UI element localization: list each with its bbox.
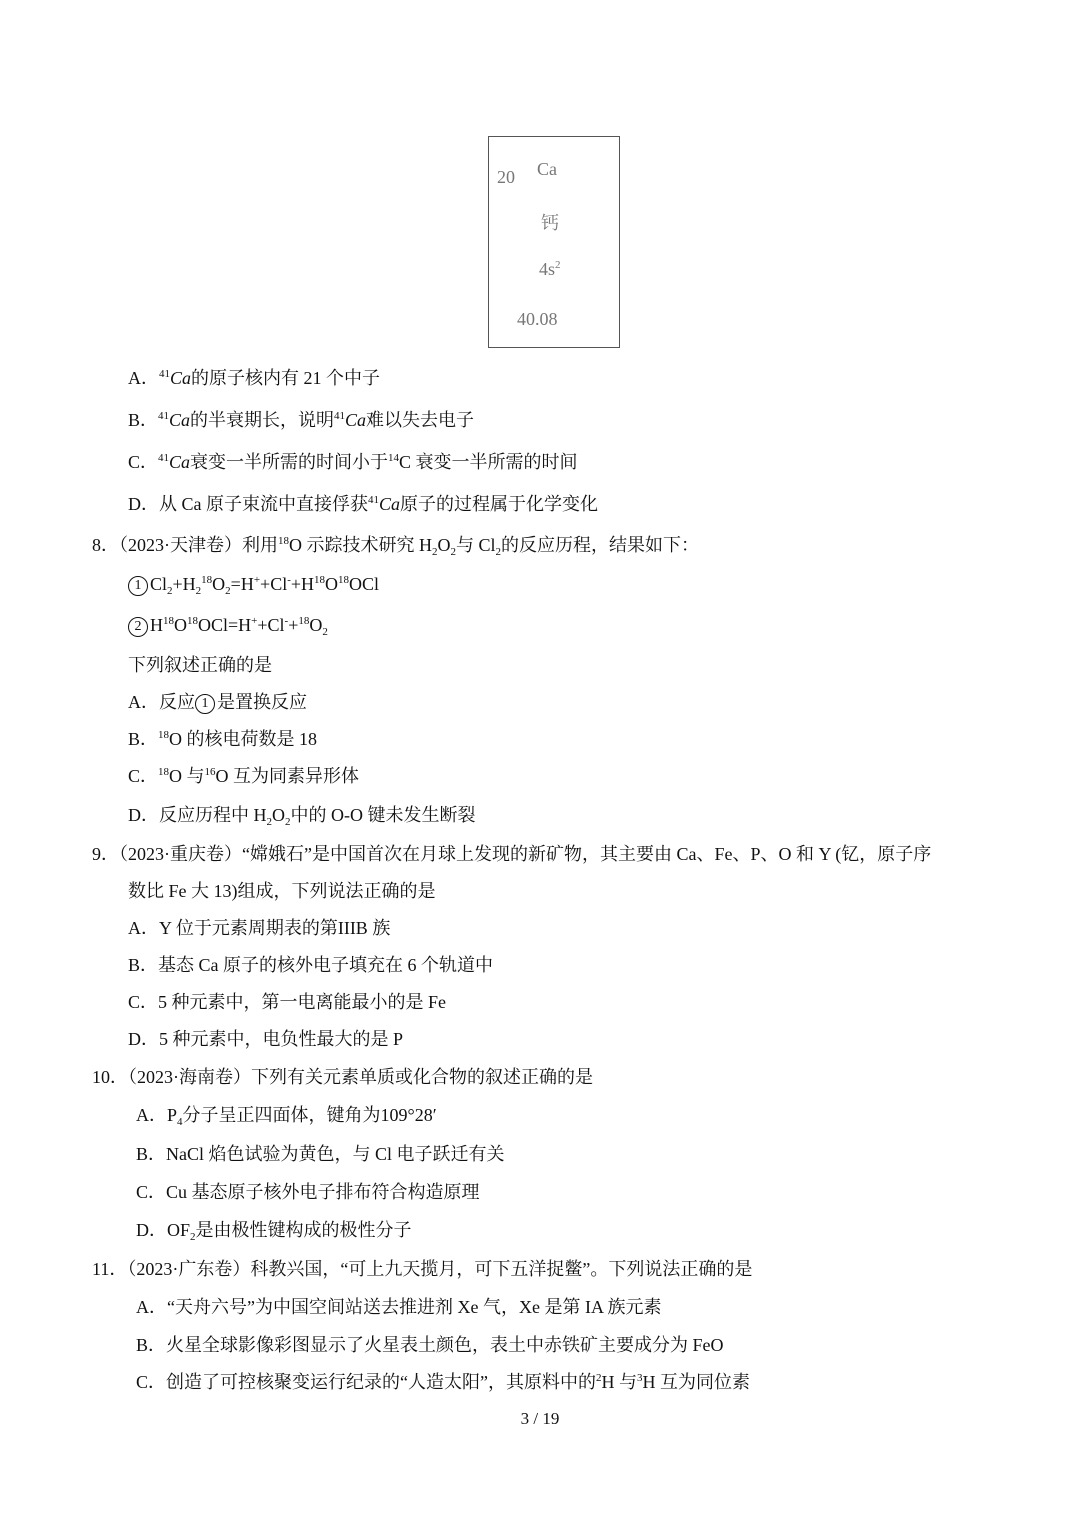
q8-equation-2: 2 $H^{18}O^{18}OCl=H^++Cl^-+^{18}O_2$ xyxy=(128,615,328,637)
atomic-mass: 40.08 xyxy=(517,309,558,329)
q8-option-b: B．$^{18}$O 的核电荷数是 18 xyxy=(128,729,318,749)
q11-option-a: A．“天舟六号”为中国空间站送去推进剂 Xe 气，Xe 是第 IA 族元素 xyxy=(136,1297,662,1317)
q8-option-d: D．反应历程中 $H_2O_2$中的 O-O 键未发生断裂 xyxy=(128,805,476,828)
q7-option-a: A．$^{41}$Ca的原子核内有 21 个中子 xyxy=(128,368,381,388)
q9-stem-line1: 9．（2023·重庆卷）“嫦娥石”是中国首次在月球上发现的新矿物，其主要由 Ca、Fe、P、O 和 Y (钇，原子序 xyxy=(92,844,932,864)
q8-prompt: 下列叙述正确的是 xyxy=(128,655,272,675)
q8-option-c: C．$^{18}$O 与$^{16}$O 互为同素异形体 xyxy=(128,766,360,786)
q8-equation-1: 1 $Cl_2+H_2^{18}O_2=H^++Cl^-+H^{18}O^{18}OCl$ xyxy=(128,574,379,596)
circled-number-2: 2 xyxy=(128,617,148,637)
circled-number-1: 1 xyxy=(128,576,148,596)
q10-option-c: C．Cu 基态原子核外电子排布符合构造原理 xyxy=(136,1182,480,1202)
q7-option-b: B．$^{41}$Ca的半衰期长，说明$^{41}$Ca难以失去电子 xyxy=(128,410,475,430)
circled-number-1: 1 xyxy=(195,694,215,714)
q10-option-a: A．$P_4$分子呈正四面体，键角为109°28′ xyxy=(136,1105,437,1128)
q9-option-a: A．Y 位于元素周期表的第IIIB 族 xyxy=(128,918,391,938)
page-number: 3 / 19 xyxy=(520,1409,560,1428)
q11-option-b: B．火星全球影像彩图显示了火星表土颜色，表土中赤铁矿主要成分为 FeO xyxy=(136,1335,724,1355)
q9-option-b: B．基态 Ca 原子的核外电子填充在 6 个轨道中 xyxy=(128,955,493,975)
q9-option-d: D．5 种元素中，电负性最大的是 P xyxy=(128,1029,404,1049)
element-card xyxy=(488,136,620,348)
q8-stem: 8．（2023·天津卷）利用$^{18}$O 示踪技术研究 $H_2O_2$与 $Cl_2$的反应历程，结果如下： xyxy=(92,535,700,558)
q8-option-a: A．反应 1 是置换反应 xyxy=(128,692,307,712)
q9-stem-line2: 数比 Fe 大 13)组成，下列说法正确的是 xyxy=(128,881,436,901)
q7-option-c: C．$^{41}$Ca衰变一半所需的时间小于$^{14}$C 衰变一半所需的时间 xyxy=(128,452,578,472)
element-name: 钙 xyxy=(541,213,559,233)
q7-option-d: D．从 Ca 原子束流中直接俘获$^{41}$Ca原子的过程属于化学变化 xyxy=(128,494,599,514)
q10-stem: 10．（2023·海南卷）下列有关元素单质或化合物的叙述正确的是 xyxy=(92,1067,593,1087)
q10-option-d: D．$OF_2$是由极性键构成的极性分子 xyxy=(136,1220,412,1243)
q10-option-b: B．NaCl 焰色试验为黄色，与 Cl 电子跃迁有关 xyxy=(136,1144,505,1164)
q11-stem: 11．（2023·广东卷）科教兴国，“可上九天揽月，可下五洋捉鳖”。下列说法正确的是 xyxy=(92,1259,753,1279)
q11-option-c: C．创造了可控核聚变运行纪录的“人造太阳”，其原料中的$^2$H 与$^3$H 互为同位素 xyxy=(136,1372,750,1392)
atomic-number: 20 xyxy=(497,167,515,187)
element-symbol: Ca xyxy=(537,159,557,179)
q9-option-c: C．5 种元素中，第一电离能最小的是 Fe xyxy=(128,992,447,1012)
electron-config: $4s^2$ xyxy=(539,259,561,279)
